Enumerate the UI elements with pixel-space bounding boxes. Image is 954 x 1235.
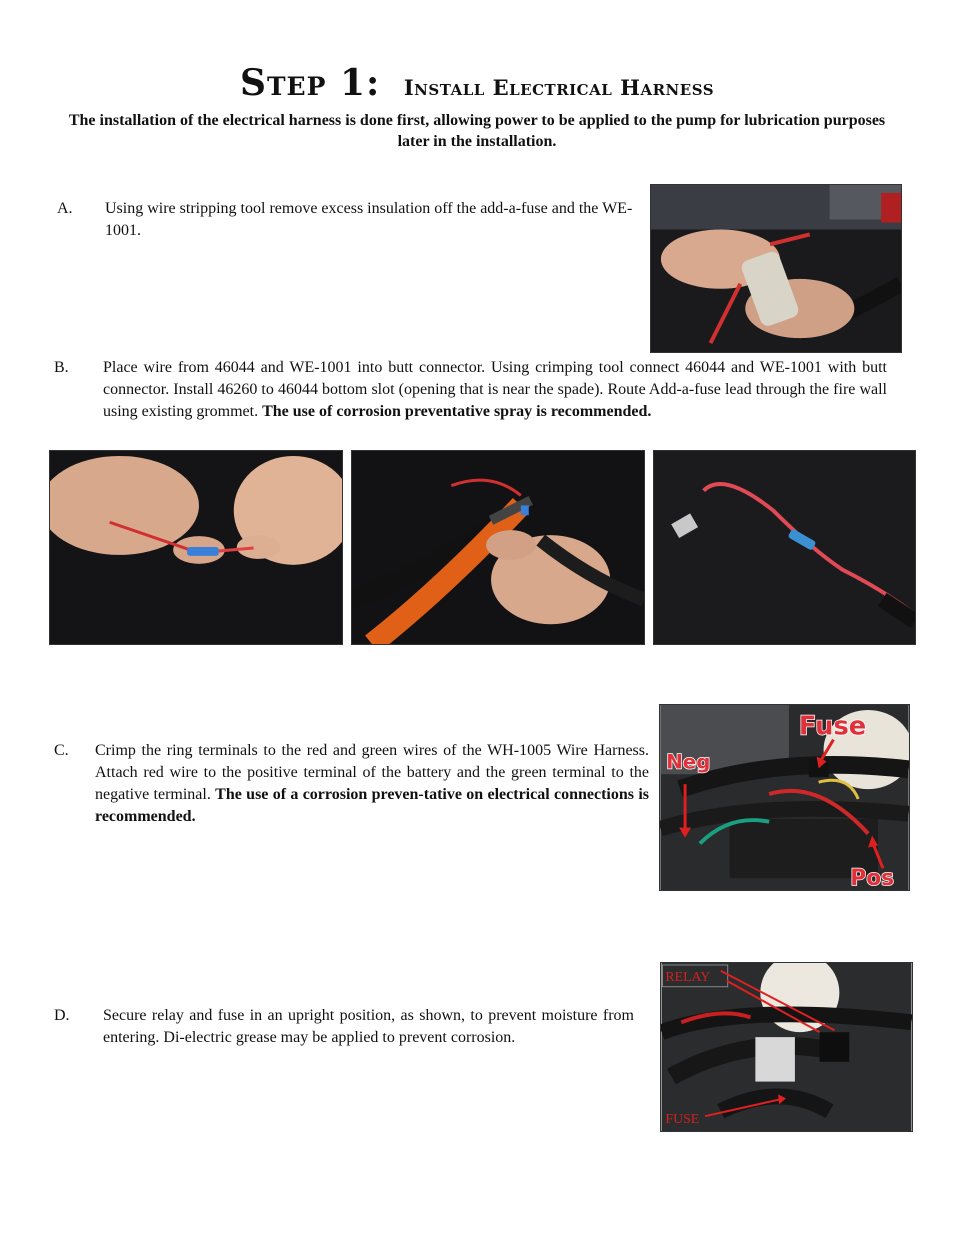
step-b [54, 357, 887, 447]
photo-crimping-tool [351, 450, 645, 645]
step-d-text: Secure relay and fuse in an upright position, as shown, to prevent moisture from entering. Di-electric grease may be applied to prevent corrosion. [103, 1007, 634, 1046]
step-c-text: Crimp the ring terminals to the red and green wires of the WH-1005 Wire Harness. Attach red wire to the positive terminal of the battery and the green terminal to the negative terminal. [95, 742, 649, 803]
step-a [57, 198, 639, 248]
photo-wire-stripping [650, 184, 902, 353]
step-b-bold: The use of corrosion preventative spray is recommended. [262, 403, 652, 420]
label-neg: Neg [666, 750, 711, 774]
photo-butt-connector-hands [49, 450, 343, 645]
photo-finished-lead [653, 450, 916, 645]
label-pos: Pos [850, 866, 895, 890]
step-c-letter: C. [54, 742, 69, 759]
label-fuse-d: FUSE [665, 1111, 700, 1127]
step-b-letter: B. [54, 359, 69, 376]
step-heading: Install Electrical Harness [403, 75, 715, 100]
intro-text: The installation of the electrical harness is done first, allowing power to be applied to the pump for lubrication purposes later in the installation. [68, 112, 886, 150]
step-b-text: Place wire from 46044 and WE-1001 into butt connector. Using crimping tool connect 46044 and WE-1001 with butt connector. Install 46260 to 46044 bottom slot (opening that is near the spade). Route Add-a-fuse lead through the fire wall using existing grommet. [103, 359, 887, 420]
step-d [54, 1005, 634, 1075]
step-c [54, 740, 649, 830]
label-fuse: Fuse [798, 711, 867, 742]
step-d-letter: D. [54, 1007, 70, 1024]
photo-relay-fuse [660, 962, 913, 1132]
step-a-letter: A. [57, 200, 73, 217]
step-c-bold: The use of a corrosion preven-tative on electrical connections is recommended. [95, 786, 649, 825]
step-number: Step 1: [239, 62, 381, 104]
page-title [0, 62, 954, 104]
label-relay: RELAY [665, 968, 711, 984]
step-a-text: Using wire stripping tool remove excess insulation off the add-a-fuse and the WE-1001. [105, 200, 633, 239]
photo-battery-terminals [659, 704, 910, 891]
